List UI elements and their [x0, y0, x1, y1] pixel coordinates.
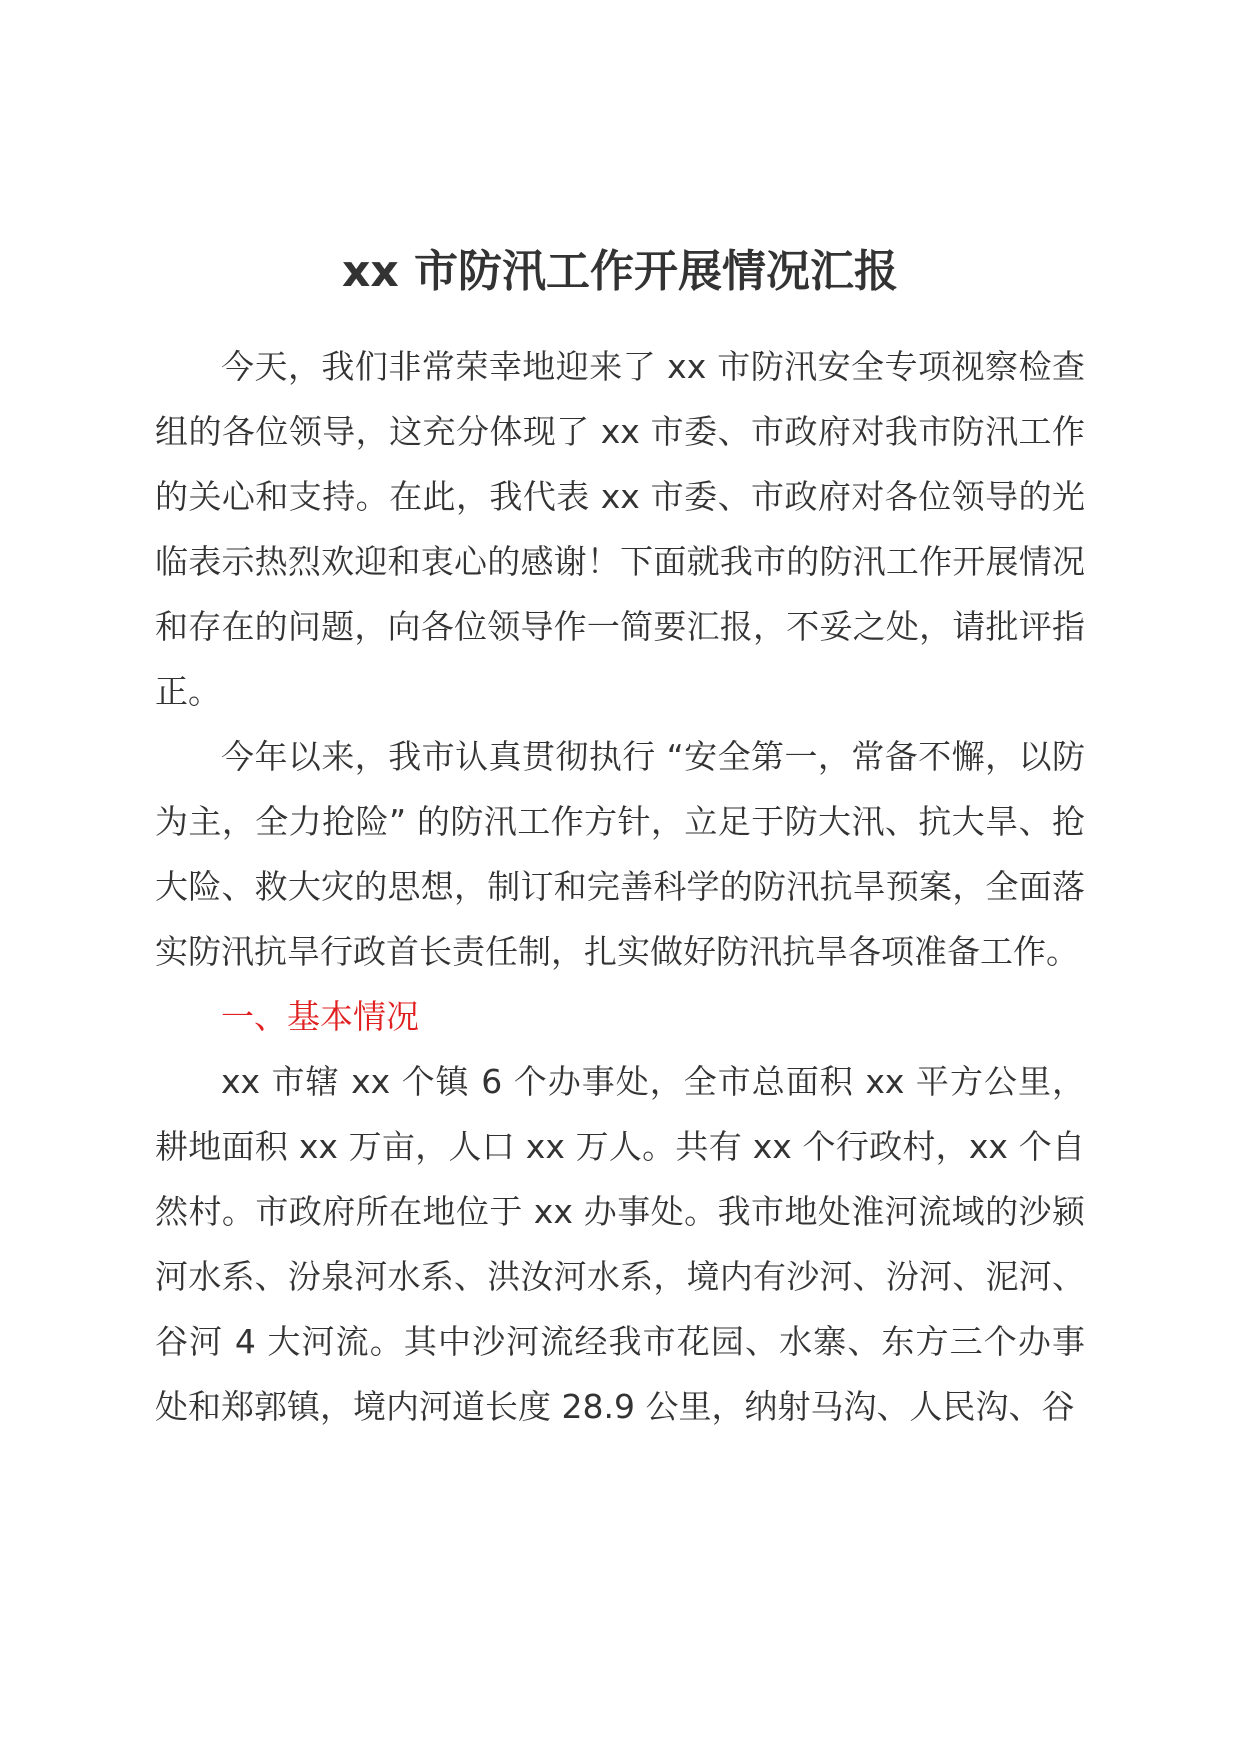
document-title: xx 市防汛工作开展情况汇报 — [341, 246, 899, 297]
document-body — [155, 334, 1085, 1439]
section-heading-basic-situation: 一、基本情况 — [221, 997, 419, 1036]
basic-situation-paragraph: xx 市辖 xx 个镇 6 个办事处，全市总面积 xx 平方公里，耕地面积 xx 万亩，人口 xx 万人。共有 xx 个行政村，xx 个自然村。市政府所在地位于 xx 办事处。我市地处淮河流域的沙颍河水系、汾泉河水系、洪汝河水系，境内有沙河、汾河、泥河、谷河 4 大河流。其中沙河流经我市花园、水寨、东方三个办事处和郑郭镇，境内河道长度 28.9 公里，纳射马沟、人民沟、谷 — [155, 1062, 1085, 1426]
intro-paragraph: 今天，我们非常荣幸地迎来了 xx 市防汛安全专项视察检查组的各位领导，这充分体现了 xx 市委、市政府对我市防汛工作的关心和支持。在此，我代表 xx 市委、市政府对各位领导的光临表示热烈欢迎和衷心的感谢！下面就我市的防汛工作开展情况和存在的问题，向各位领导作一简要汇报，不妥之处，请批评指正。 — [155, 347, 1085, 711]
policy-paragraph: 今年以来，我市认真贯彻执行 “安全第一，常备不懈，以防为主，全力抢险” 的防汛工作方针，立足于防大汛、抗大旱、抢大险、救大灾的思想，制订和完善科学的防汛抗旱预案，全面落实防汛抗旱行政首长责任制，扎实做好防汛抗旱各项准备工作。 — [155, 737, 1085, 971]
